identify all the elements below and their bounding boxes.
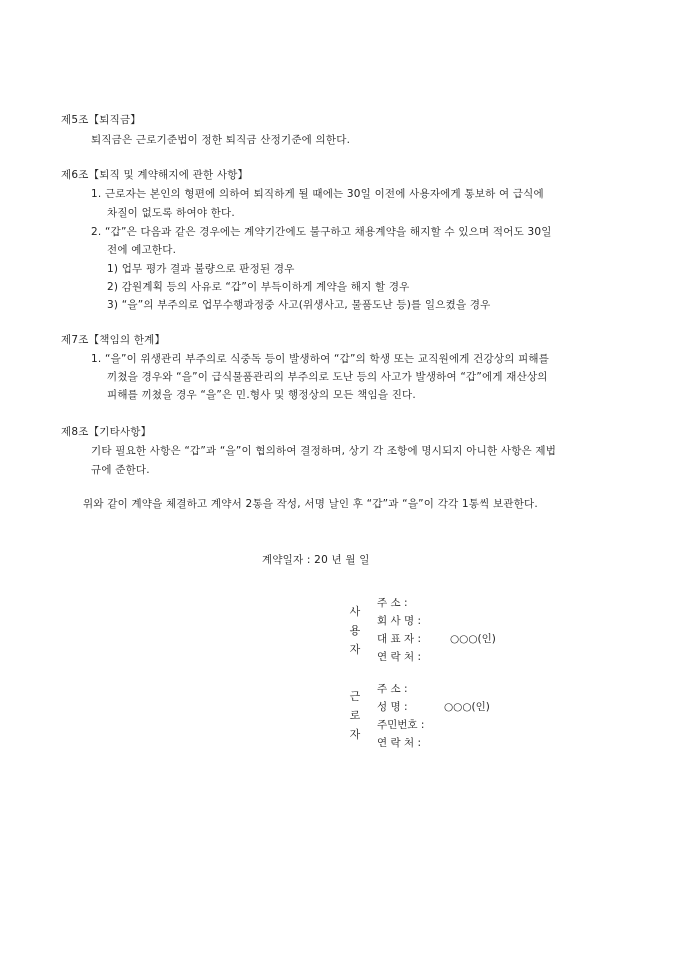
closing-statement: 위와 같이 계약을 체결하고 계약서 2통을 작성, 서명 날인 후 “갑”과 “을”이 각각 1통씩 보관한다.	[83, 498, 538, 510]
employee-resident-number-label: 주민번호 :	[377, 719, 425, 731]
article-7-line-2: 끼쳤을 경우와 “을”이 급식물품관리의 부주의로 도난 등의 사고가 발생하여 “갑”에게 재산상의	[107, 371, 548, 383]
article-8-line-1: 기타 필요한 사항은 “갑”과 “을”이 협의하여 결정하며, 상기 각 조항에 명시되지 아니한 사항은 제법	[91, 445, 557, 457]
employer-representative-label: 대 표 자 :	[377, 633, 421, 645]
article-7-line-1: 1. “을”이 위생관리 부주의로 식중독 등이 발생하여 “갑”의 학생 또는 교직원에게 건강상의 피해를	[91, 353, 550, 365]
article-6-item-2-line-1: 2. “갑”은 다음과 같은 경우에는 계약기간에도 불구하고 채용계약을 해지할 수 있으며 적어도 30일	[91, 226, 552, 238]
article-6-subitem-1: 1) 업무 평가 결과 불량으로 판정된 경우	[107, 263, 295, 275]
article-6-item-2-line-2: 전에 예고한다.	[107, 244, 177, 256]
article-5-heading: 제5조【퇴직금】	[61, 114, 141, 126]
article-6-item-1-line-1: 1. 근로자는 본인의 형편에 의하여 퇴직하게 될 때에는 30일 이전에 사용자에게 통보하 여 급식에	[91, 188, 544, 200]
employer-company-label: 회 사 명 :	[377, 615, 421, 627]
employer-address-label: 주 소 :	[377, 597, 408, 609]
article-5-body: 퇴직금은 근로기준법이 정한 퇴직금 산정기준에 의한다.	[91, 134, 351, 146]
employer-representative-seal: ○○○(인)	[450, 633, 496, 645]
employee-address-label: 주 소 :	[377, 683, 408, 695]
employee-name-seal: ○○○(인)	[444, 701, 490, 713]
employer-title: 사 용 자	[349, 605, 361, 656]
article-6-subitem-3: 3) “을”의 부주의로 업무수행과정중 사고(위생사고, 물품도난 등)를 일으켰을 경우	[107, 299, 491, 311]
article-6-item-1-line-2: 차질이 없도록 하여야 한다.	[107, 207, 235, 219]
employee-name-label: 성 명 :	[377, 701, 408, 713]
article-8-line-2: 규에 준한다.	[91, 464, 150, 476]
employee-title: 근 로 자	[349, 690, 361, 741]
employer-contact-label: 연 락 처 :	[377, 651, 421, 663]
article-8-heading: 제8조【기타사항】	[61, 426, 152, 438]
employee-contact-label: 연 락 처 :	[377, 737, 421, 749]
article-6-subitem-2: 2) 감원계획 등의 사유로 “갑”이 부득이하게 계약을 해지 할 경우	[107, 281, 410, 293]
contract-date: 계약일자 : 20 년 월 일	[262, 554, 370, 566]
article-6-heading: 제6조【퇴직 및 계약해지에 관한 사항】	[61, 169, 249, 181]
article-7-line-3: 피해를 끼쳤을 경우 “을”은 민․형사 및 행정상의 모든 책임을 진다.	[107, 389, 416, 401]
article-7-heading: 제7조【책임의 한계】	[61, 334, 166, 346]
